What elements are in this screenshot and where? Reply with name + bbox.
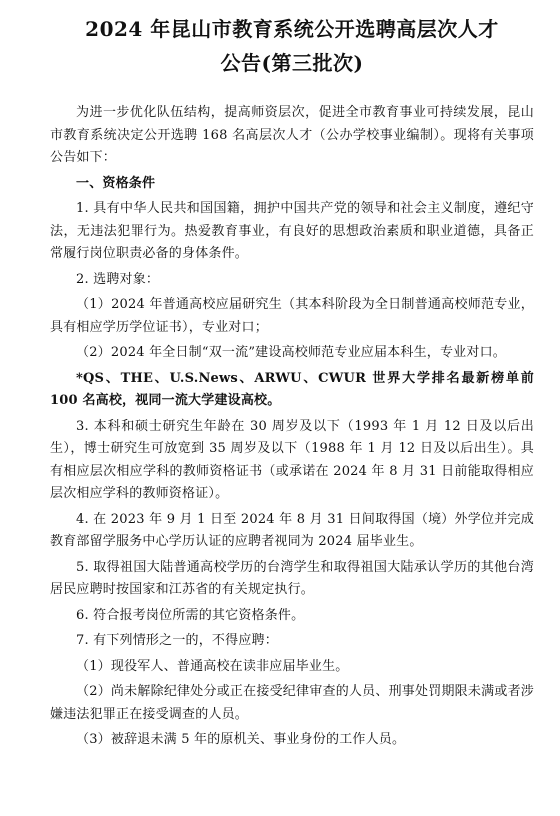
intro-paragraph: 为进一步优化队伍结构，提高师资层次，促进全市教育事业可持续发展，昆山市教育系统决定公开选聘 168 名高层次人才（公办学校事业编制）。现将有关事项公告如下： [50, 105, 534, 165]
section-heading-qualifications: 一、资格条件 [76, 175, 156, 191]
paragraph: （2）2024 年全日制“双一流”建设高校师范专业应届本科生，专业对口。 [76, 345, 506, 360]
paragraph: （3）被辞退未满 5 年的原机关、事业身份的工作人员。 [76, 732, 406, 747]
paragraph: 1. 具有中华人民共和国国籍，拥护中国共产党的领导和社会主义制度，遵纪守法，无违法犯罪行为。热爱教育事业，有良好的思想政治素质和职业道德，具备正常履行岗位职责必备的身体条件。 [50, 201, 534, 261]
paragraph: 3. 本科和硕士研究生年龄在 30 周岁及以下（1993 年 1 月 12 日及以后出生），博士研究生可放宽到 35 周岁及以下（1988 年 1 月 12 日及以后出生）。具有相应层次相应学科的教师资格证书（或承诺在 2024 年 8 月 31 日前能取得相应层次相应学科的教师资格证）。 [50, 418, 534, 501]
paragraph: （2）尚未解除纪律处分或正在接受纪律审查的人员、刑事处罚期限未满或者涉嫌违法犯罪正在接受调查的人员。 [50, 684, 534, 722]
paragraph: 4. 在 2023 年 9 月 1 日至 2024 年 8 月 31 日间取得国（境）外学位并完成教育部留学服务中心学历认证的应聘者视同为 2024 届毕业生。 [50, 511, 534, 549]
paragraph: 6. 符合报考岗位所需的其它资格条件。 [76, 607, 305, 623]
document-title-line2: 公告(第三批次) [220, 51, 364, 75]
paragraph: 2. 选聘对象： [76, 271, 160, 287]
document-title-line1: 2024 年昆山市教育系统公开选聘高层次人才 [85, 17, 499, 41]
paragraph: 5. 取得祖国大陆普通高校学历的台湾学生和取得祖国大陆承认学历的其他台湾居民应聘时按国家和江苏省的有关规定执行。 [50, 559, 534, 597]
ranking-note-paragraph: *QS、THE、U.S.News、ARWU、CWUR 世界大学排名最新榜单前 100 名高校，视同一流大学建设高校。 [50, 370, 534, 408]
paragraph: （1）2024 年普通高校应届研究生（其本科阶段为全日制普通高校师范专业，具有相应学历学位证书），专业对口； [50, 297, 534, 335]
paragraph: （1）现役军人、普通高校在读非应届毕业生。 [76, 658, 349, 674]
paragraph: 7. 有下列情形之一的，不得应聘： [76, 633, 278, 648]
